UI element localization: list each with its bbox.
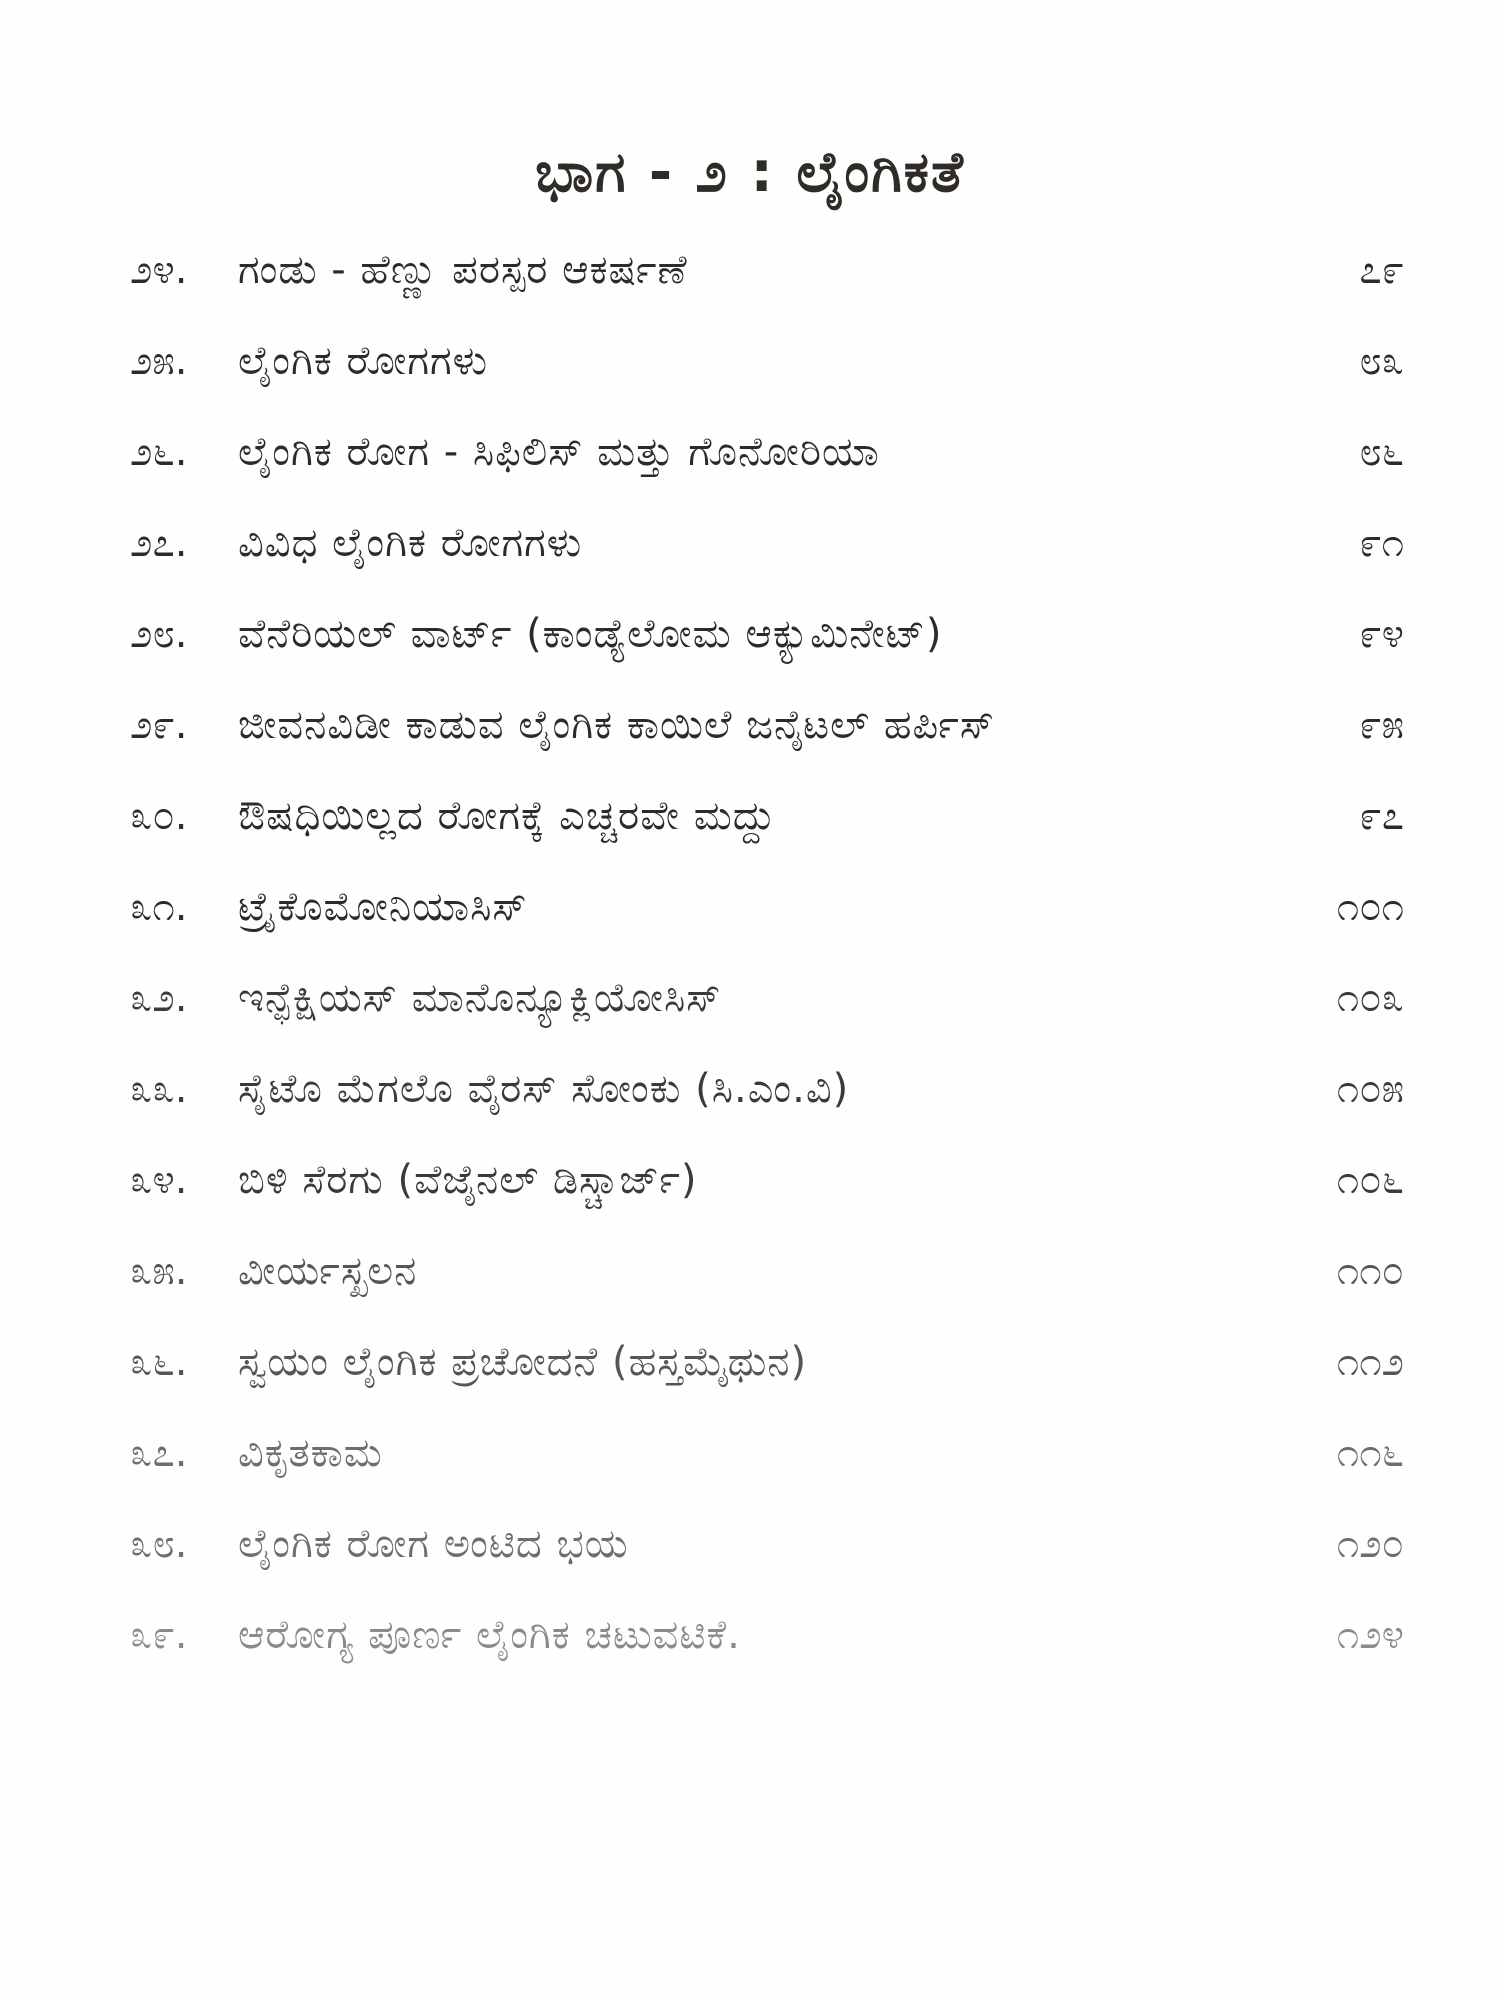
chapter-title: ಲೈಂಗಿಕ ರೋಗ ಅಂಟಿದ ಭಯ	[238, 1521, 629, 1567]
page-number: ೧೦೧	[1336, 884, 1404, 930]
chapter-title: ವೆನೆರಿಯಲ್ ವಾರ್ಟ್ (ಕಾಂಡ್ಯೆಲೋಮ ಆಕ್ಯುಮಿನೇಟ್)	[238, 611, 943, 657]
toc-entry-34	[0, 1150, 1500, 1210]
toc-entry-36	[0, 1332, 1500, 1392]
chapter-number: ೨೭.	[130, 520, 188, 566]
page-number: ೭೯	[1359, 247, 1404, 293]
toc-entry-29	[0, 695, 1500, 755]
chapter-number: ೨೪.	[130, 247, 188, 293]
page-number: ೮೩	[1359, 338, 1404, 384]
toc-entry-28	[0, 604, 1500, 664]
page-number: ೧೨೪	[1336, 1612, 1404, 1658]
toc-entry-35	[0, 1241, 1500, 1301]
chapter-title: ಸ್ವಯಂ ಲೈಂಗಿಕ ಪ್ರಚೋದನೆ (ಹಸ್ತಮೈಥುನ)	[238, 1339, 808, 1385]
chapter-title: ಇನ್ಫೆಕ್ಷಿಯಸ್ ಮಾನೊನ್ಯೂಕ್ಲಿಯೋಸಿಸ್	[238, 975, 722, 1021]
chapter-title: ಆರೋಗ್ಯ ಪೂರ್ಣ ಲೈಂಗಿಕ ಚಟುವಟಿಕೆ.	[238, 1612, 741, 1658]
page-number: ೧೦೬	[1336, 1157, 1404, 1203]
page-number: ೧೦೩	[1336, 975, 1404, 1021]
toc-entry-37	[0, 1423, 1500, 1483]
chapter-number: ೩೧.	[130, 884, 188, 930]
chapter-title: ವಿಕೃತಕಾಮ	[238, 1430, 383, 1476]
toc-entry-39	[0, 1605, 1500, 1665]
page-number: ೧೦೫	[1336, 1066, 1404, 1112]
page-number: ೮೬	[1359, 429, 1404, 475]
chapter-number: ೩೫.	[130, 1248, 188, 1294]
chapter-number: ೨೮.	[130, 611, 188, 657]
chapter-number: ೩೨.	[130, 975, 188, 1021]
page-number: ೯೭	[1359, 793, 1404, 839]
chapter-title: ಜೀವನವಿಡೀ ಕಾಡುವ ಲೈಂಗಿಕ ಕಾಯಿಲೆ ಜನೈಟಲ್ ಹರ್ಪಿಸ್	[238, 702, 996, 748]
page-number: ೧೧೨	[1336, 1339, 1404, 1385]
toc-entry-27	[0, 513, 1500, 573]
toc-entry-30	[0, 786, 1500, 846]
page-number: ೯೧	[1359, 520, 1404, 566]
chapter-title: ವಿವಿಧ ಲೈಂಗಿಕ ರೋಗಗಳು	[238, 520, 583, 566]
chapter-number: ೨೫.	[130, 338, 188, 384]
chapter-number: ೩೯.	[130, 1612, 188, 1658]
toc-entry-31	[0, 877, 1500, 937]
chapter-number: ೩೩.	[130, 1066, 188, 1112]
page-number: ೯೪	[1359, 611, 1404, 657]
toc-entry-24	[0, 240, 1500, 300]
chapter-number: ೩೪.	[130, 1157, 188, 1203]
chapter-title: ಸೈಟೊ ಮೆಗಲೊ ವೈರಸ್ ಸೋಂಕು (ಸಿ.ಎಂ.ವಿ)	[238, 1066, 850, 1112]
chapter-number: ೩೬.	[130, 1339, 188, 1385]
chapter-number: ೩೦.	[130, 793, 188, 839]
chapter-title: ಲೈಂಗಿಕ ರೋಗ - ಸಿಫಿಲಿಸ್ ಮತ್ತು ಗೊನೋರಿಯಾ	[238, 429, 880, 475]
page-number: ೯೫	[1359, 702, 1404, 748]
page-number: ೧೧೦	[1336, 1248, 1404, 1294]
chapter-title: ಗಂಡು - ಹೆಣ್ಣು ಪರಸ್ಪರ ಆಕರ್ಷಣೆ	[238, 247, 688, 293]
part-title: ಭಾಗ - ೨ : ಲೈಂಗಿಕತೆ	[535, 140, 965, 205]
chapter-title: ಬಿಳಿ ಸೆರಗು (ವೆಜೈನಲ್ ಡಿಸ್ಚಾರ್ಜ್)	[238, 1157, 698, 1203]
toc-entry-26	[0, 422, 1500, 482]
page-number: ೧೨೦	[1336, 1521, 1404, 1567]
chapter-title: ಔಷಧಿಯಿಲ್ಲದ ರೋಗಕ್ಕೆ ಎಚ್ಚರವೇ ಮದ್ದು	[238, 793, 776, 839]
toc-entry-33	[0, 1059, 1500, 1119]
chapter-title: ಟ್ರೈಕೊಮೋನಿಯಾಸಿಸ್	[238, 884, 528, 930]
toc-entry-38	[0, 1514, 1500, 1574]
toc-entry-32	[0, 968, 1500, 1028]
chapter-number: ೨೯.	[130, 702, 188, 748]
chapter-title: ಲೈಂಗಿಕ ರೋಗಗಳು	[238, 338, 489, 384]
chapter-number: ೩೭.	[130, 1430, 188, 1476]
chapter-number: ೨೬.	[130, 429, 188, 475]
toc-entry-25	[0, 331, 1500, 391]
page-number: ೧೧೬	[1336, 1430, 1404, 1476]
chapter-number: ೩೮.	[130, 1521, 188, 1567]
chapter-title: ವೀರ್ಯಸ್ಖಲನ	[238, 1248, 418, 1294]
